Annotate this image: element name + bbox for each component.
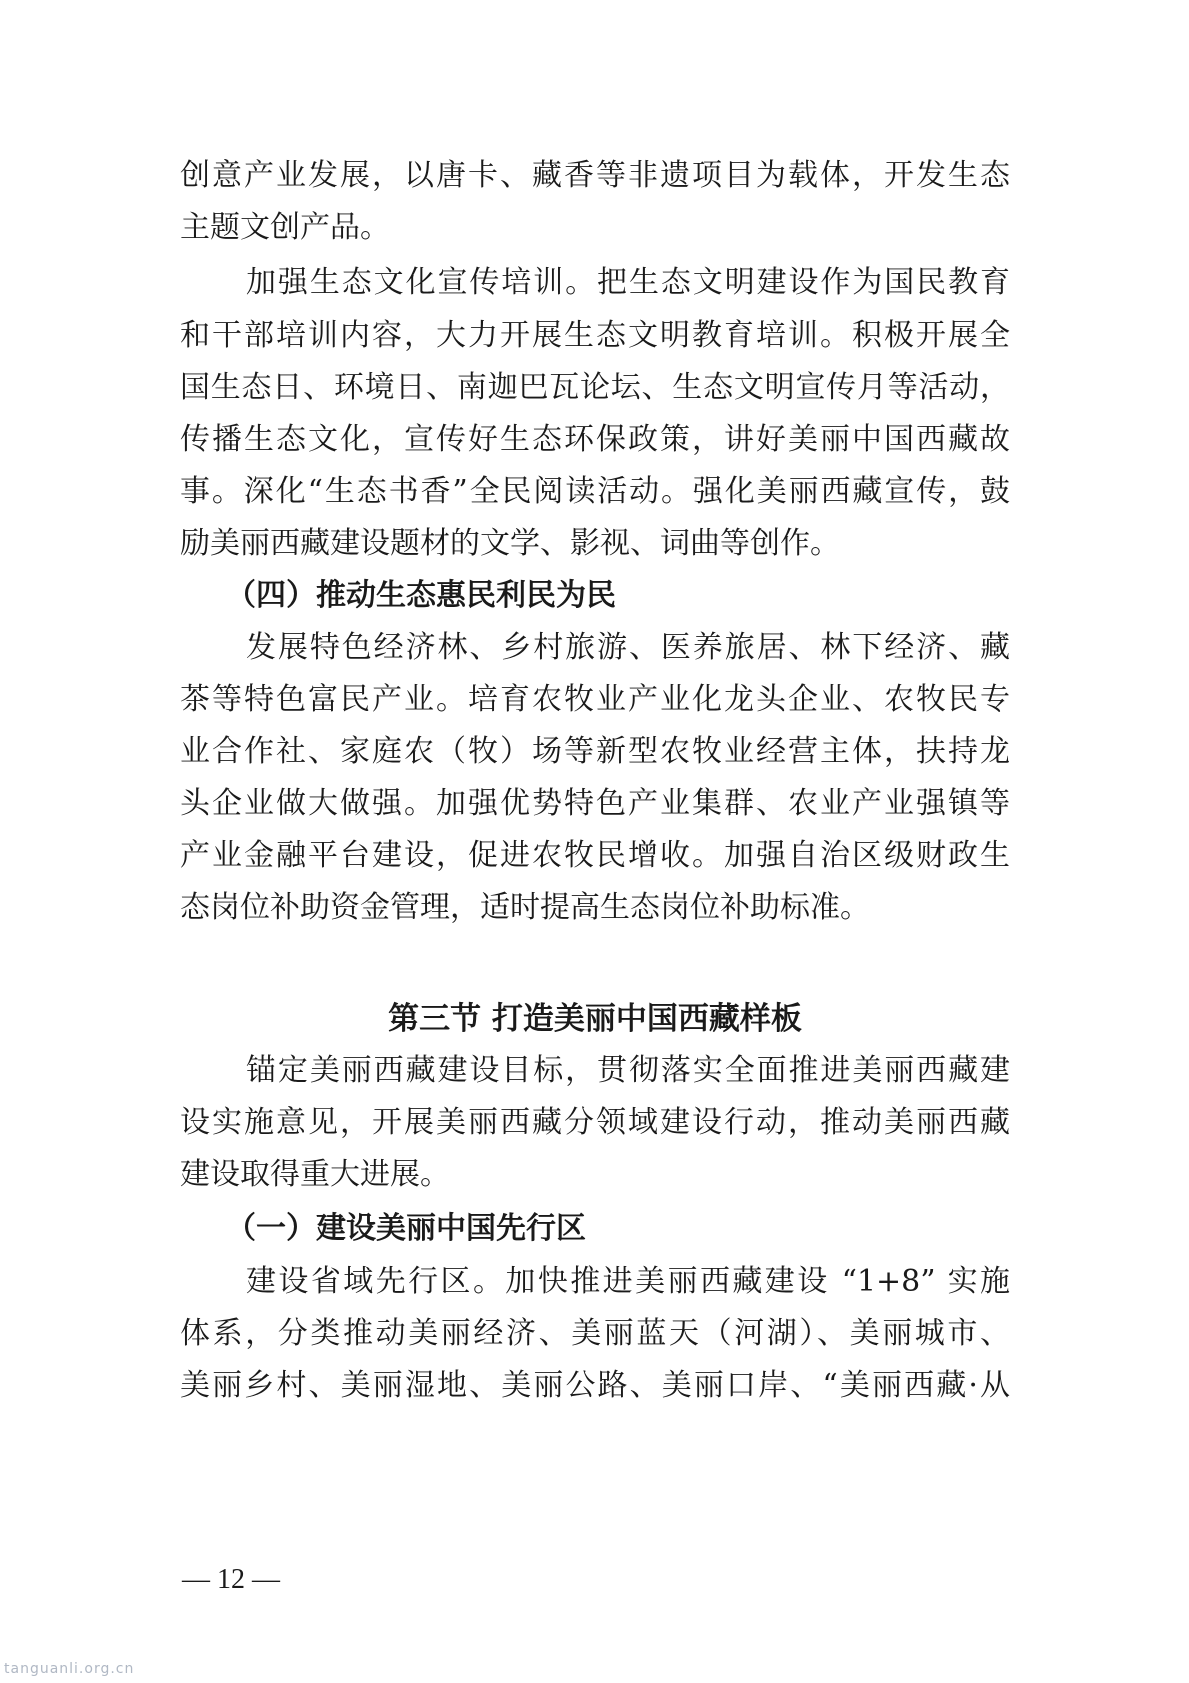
- watermark-text: tanguanli.org.cn: [4, 1661, 135, 1677]
- paragraph-line: 创意产业发展，以唐卡、藏香等非遗项目为载体，开发生态: [180, 158, 1010, 193]
- paragraph-line: 事。深化“生态书香”全民阅读活动。强化美丽西藏宣传，鼓: [180, 474, 1010, 509]
- paragraph-line: 体系，分类推动美丽经济、美丽蓝天（河湖）、美丽城市、: [180, 1316, 1010, 1351]
- page-number: — 12 —: [182, 1564, 280, 1595]
- paragraph-line: 发展特色经济林、乡村旅游、医养旅居、林下经济、藏: [246, 630, 1010, 665]
- paragraph-line: 头企业做大做强。加强优势特色产业集群、农业产业强镇等: [180, 786, 1010, 821]
- paragraph-line: 业合作社、家庭农（牧）场等新型农牧业经营主体，扶持龙: [180, 734, 1010, 769]
- paragraph-line: 主题文创产品。: [180, 210, 390, 245]
- paragraph-line: 锚定美丽西藏建设目标，贯彻落实全面推进美丽西藏建: [246, 1053, 1010, 1088]
- paragraph-line: 建设省域先行区。加快推进美丽西藏建设 “1+8” 实施: [246, 1264, 1010, 1299]
- paragraph-line: 设实施意见，开展美丽西藏分领域建设行动，推动美丽西藏: [180, 1105, 1010, 1140]
- paragraph-line: 国生态日、环境日、南迦巴瓦论坛、生态文明宣传月等活动，: [180, 370, 1010, 405]
- paragraph-line: 传播生态文化，宣传好生态环保政策，讲好美丽中国西藏故: [180, 422, 1010, 457]
- paragraph-line: 和干部培训内容，大力开展生态文明教育培训。积极开展全: [180, 318, 1010, 353]
- paragraph-line: 态岗位补助资金管理，适时提高生态岗位补助标准。: [180, 890, 870, 925]
- section-title: 第三节 打造美丽中国西藏样板: [388, 1001, 802, 1037]
- subsection-heading: （四）推动生态惠民利民为民: [226, 578, 616, 613]
- paragraph-line: 建设取得重大进展。: [180, 1157, 450, 1192]
- subsection-heading: （一）建设美丽中国先行区: [226, 1211, 586, 1246]
- paragraph-line: 励美丽西藏建设题材的文学、影视、词曲等创作。: [180, 526, 840, 561]
- paragraph-line: 加强生态文化宣传培训。把生态文明建设作为国民教育: [246, 265, 1010, 300]
- paragraph-line: 产业金融平台建设，促进农牧民增收。加强自治区级财政生: [180, 838, 1010, 873]
- paragraph-line: 茶等特色富民产业。培育农牧业产业化龙头企业、农牧民专: [180, 682, 1010, 717]
- paragraph-line: 美丽乡村、美丽湿地、美丽公路、美丽口岸、“美丽西藏·从: [180, 1368, 1010, 1403]
